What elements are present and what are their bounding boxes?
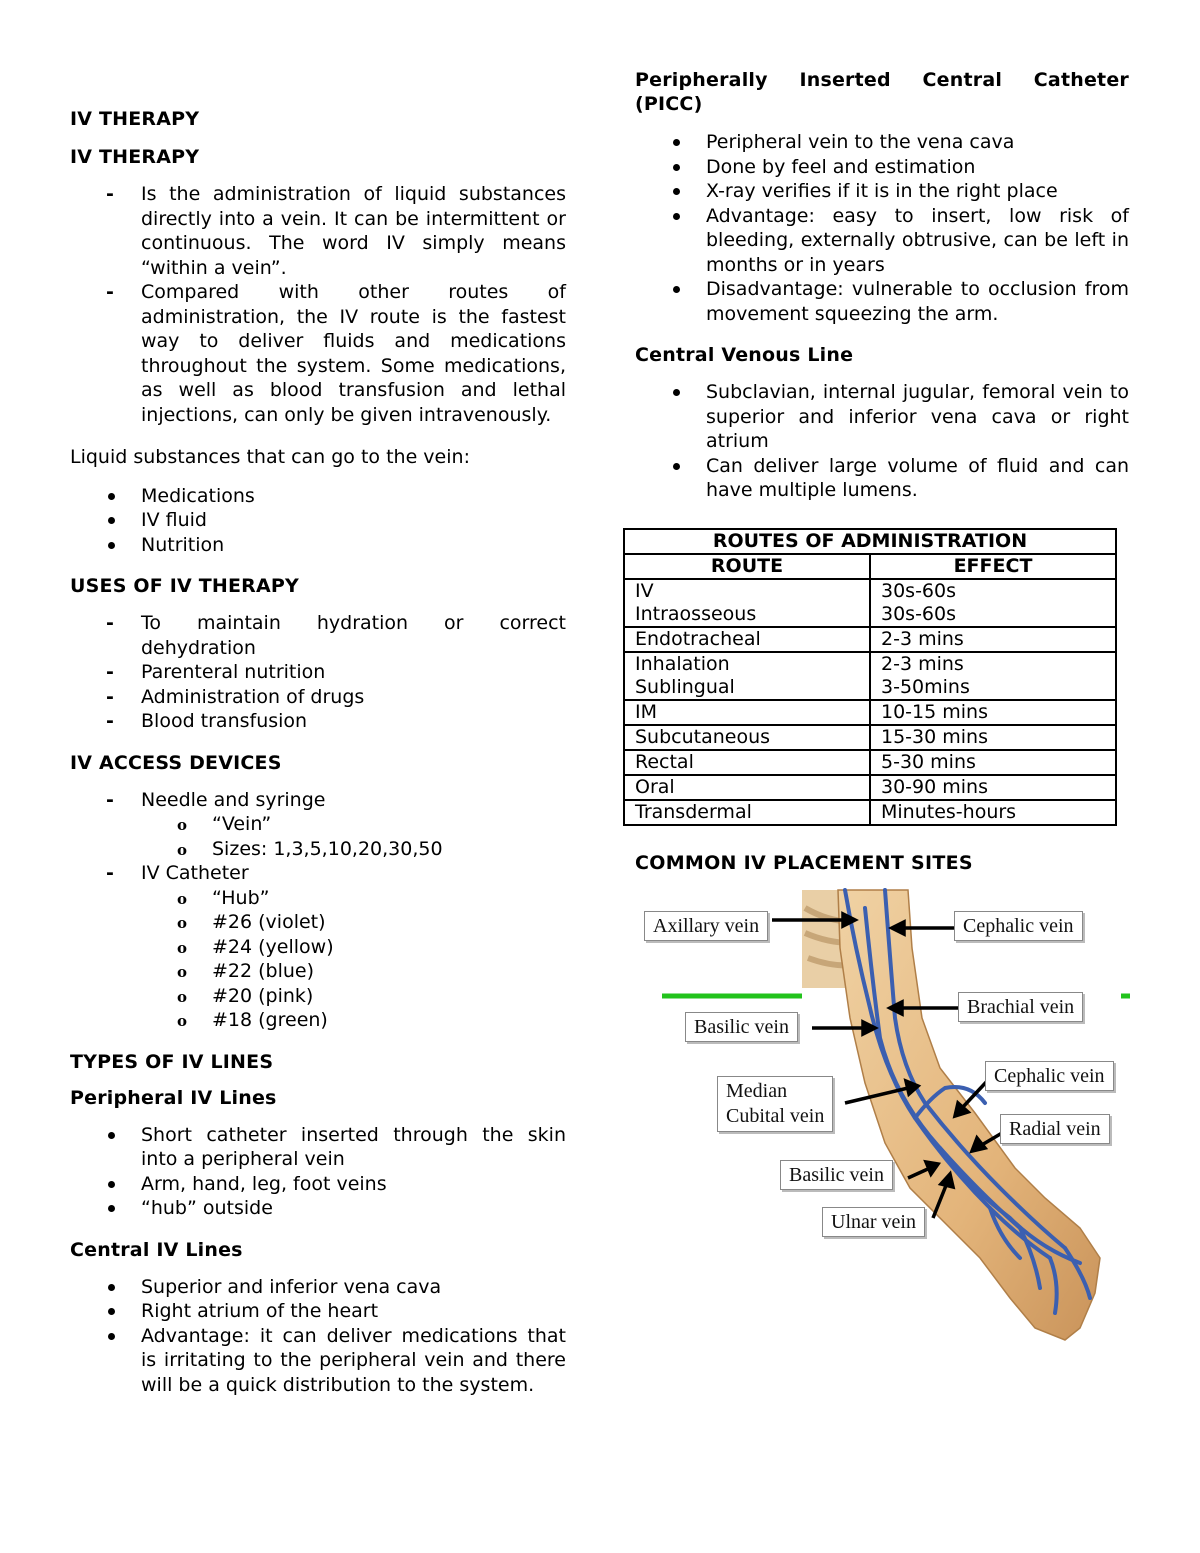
- sub-list-item: o #26 (violet): [70, 910, 566, 935]
- routes-table-body: [624, 579, 1116, 825]
- list-item: Done by feel and estimation: [635, 155, 1129, 180]
- column-header-effect: EFFECT: [870, 554, 1116, 579]
- list-item: Advantage: easy to insert, low risk of bleeding, externally obtrusive, can be left in months or in years: [635, 204, 1129, 278]
- subsection-title-peripheral: Peripheral IV Lines: [70, 1086, 277, 1109]
- route-value: Rectal: [635, 751, 694, 773]
- list-item: Advantage: it can deliver medications that is irritating to the peripheral vein and there will be a quick distribution to the system.: [70, 1324, 566, 1398]
- table-row: [624, 750, 1116, 775]
- effect-value: 5-30 mins: [881, 751, 976, 773]
- route-cell: [624, 627, 870, 652]
- list-item: - To maintain hydration or correct dehydration: [70, 611, 566, 660]
- subsection-title-cvl: Central Venous Line: [635, 344, 854, 366]
- label-line: Median: [726, 1080, 788, 1102]
- list-item: IV fluid: [70, 508, 566, 533]
- devices-list: [70, 788, 566, 1033]
- cvl-list: [635, 380, 1129, 503]
- list-item: Subclavian, internal jugular, femoral vein to superior and inferior vena cava or right atrium: [635, 380, 1129, 454]
- label-basilic-vein-upper: Basilic vein: [685, 1012, 798, 1042]
- route-value: Inhalation: [635, 653, 730, 675]
- list-item: - Needle and syringe: [70, 788, 566, 813]
- route-value: Endotracheal: [635, 628, 761, 650]
- effect-cell: [870, 652, 1116, 700]
- label-basilic-vein-lower: Basilic vein: [780, 1160, 893, 1190]
- effect-value: 30s-60s: [881, 603, 957, 625]
- subsection-title-central: Central IV Lines: [70, 1238, 243, 1261]
- definition-list: [70, 182, 566, 427]
- list-item: Medications: [70, 484, 566, 509]
- list-item: Nutrition: [70, 533, 566, 558]
- effect-value: 3-50mins: [881, 676, 970, 698]
- effect-cell: [870, 579, 1116, 627]
- route-cell: [624, 750, 870, 775]
- table-row: [624, 800, 1116, 825]
- column-header-route: ROUTE: [624, 554, 870, 579]
- label-ulnar-vein: Ulnar vein: [822, 1207, 925, 1237]
- figure-title: COMMON IV PLACEMENT SITES: [635, 852, 973, 874]
- list-item: Can deliver large volume of fluid and can have multiple lumens.: [635, 454, 1129, 503]
- label-radial-vein: Radial vein: [1000, 1114, 1110, 1144]
- effect-value: 15-30 mins: [881, 726, 988, 748]
- list-item: Short catheter inserted through the skin into a peripheral vein: [70, 1123, 566, 1172]
- list-item: - Is the administration of liquid substances directly into a vein. It can be intermittent or continuous. The word IV simply means “within a vein”.: [70, 182, 566, 280]
- picc-list: [635, 130, 1129, 326]
- list-item: - Blood transfusion: [70, 709, 566, 734]
- peripheral-list: [70, 1123, 566, 1221]
- route-cell: [624, 775, 870, 800]
- section-title-devices: IV ACCESS DEVICES: [70, 751, 282, 774]
- effect-cell: [870, 800, 1116, 825]
- effect-cell: [870, 725, 1116, 750]
- table-row: [624, 579, 1116, 627]
- list-item: Right atrium of the heart: [70, 1299, 566, 1324]
- list-item: - Parenteral nutrition: [70, 660, 566, 685]
- sub-list-item: o #20 (pink): [70, 984, 566, 1009]
- list-item: - Administration of drugs: [70, 685, 566, 710]
- list-item: “hub” outside: [70, 1196, 566, 1221]
- label-median-cubital-vein: [717, 1076, 833, 1132]
- effect-cell: [870, 775, 1116, 800]
- effect-value: 2-3 mins: [881, 653, 964, 675]
- sub-list-item: o Sizes: 1,3,5,10,20,30,50: [70, 837, 566, 862]
- uses-list: [70, 611, 566, 734]
- effect-value: 2-3 mins: [881, 628, 964, 650]
- arm-vein-illustration: [640, 888, 1130, 1358]
- routes-table: [623, 528, 1117, 826]
- section-title-types: TYPES OF IV LINES: [70, 1050, 274, 1073]
- effect-cell: [870, 700, 1116, 725]
- route-value: IM: [635, 701, 657, 723]
- liquids-list: [70, 484, 566, 558]
- list-item: Peripheral vein to the vena cava: [635, 130, 1129, 155]
- sub-list-item: o #22 (blue): [70, 959, 566, 984]
- route-value: Intraosseous: [635, 603, 757, 625]
- label-axillary-vein: Axillary vein: [644, 911, 768, 941]
- label-cephalic-vein-lower: Cephalic vein: [985, 1061, 1114, 1091]
- liquids-intro: Liquid substances that can go to the vein:: [70, 446, 470, 468]
- document-title: IV THERAPY: [70, 108, 200, 130]
- section-title-uses: USES OF IV THERAPY: [70, 575, 299, 597]
- route-value: Sublingual: [635, 676, 735, 698]
- section-title-iv-therapy: IV THERAPY: [70, 146, 200, 168]
- route-value: Subcutaneous: [635, 726, 771, 748]
- route-cell: [624, 700, 870, 725]
- list-item: Disadvantage: vulnerable to occlusion from movement squeezing the arm.: [635, 277, 1129, 326]
- label-line: Cubital vein: [726, 1105, 825, 1127]
- list-item: X-ray verifies if it is in the right place: [635, 179, 1129, 204]
- effect-value: 30s-60s: [881, 580, 957, 602]
- table-row: [624, 627, 1116, 652]
- list-item: Superior and inferior vena cava: [70, 1275, 566, 1300]
- effect-value: 30-90 mins: [881, 776, 988, 798]
- sub-list-item: o “Hub”: [70, 886, 566, 911]
- route-value: Oral: [635, 776, 675, 798]
- subsection-title-picc: Peripherally Inserted Central Catheter (PICC): [635, 69, 1129, 115]
- route-cell: [624, 725, 870, 750]
- route-cell: [624, 579, 870, 627]
- list-item: - IV Catheter: [70, 861, 566, 886]
- table-row: [624, 775, 1116, 800]
- effect-value: 10-15 mins: [881, 701, 988, 723]
- right-column: [635, 68, 1129, 503]
- sub-list-item: o #18 (green): [70, 1008, 566, 1033]
- table-row: [624, 652, 1116, 700]
- label-brachial-vein: Brachial vein: [958, 992, 1083, 1022]
- list-item: - Compared with other routes of administration, the IV route is the fastest way to deliver fluids and medications throughout the system. Some medications, as well as blood transfusion and lethal injections, can only be given intravenously.: [70, 280, 566, 427]
- table-row: [624, 700, 1116, 725]
- route-value: IV: [635, 580, 654, 602]
- effect-value: Minutes-hours: [881, 801, 1017, 823]
- sub-list-item: o #24 (yellow): [70, 935, 566, 960]
- label-cephalic-vein-upper: Cephalic vein: [954, 911, 1083, 941]
- effect-cell: [870, 627, 1116, 652]
- left-column: [70, 108, 566, 1397]
- table-title: ROUTES OF ADMINISTRATION: [624, 529, 1116, 554]
- table-row: [624, 725, 1116, 750]
- route-value: Transdermal: [635, 801, 752, 823]
- list-item: Arm, hand, leg, foot veins: [70, 1172, 566, 1197]
- central-list: [70, 1275, 566, 1398]
- effect-cell: [870, 750, 1116, 775]
- sub-list-item: o “Vein”: [70, 812, 566, 837]
- route-cell: [624, 800, 870, 825]
- route-cell: [624, 652, 870, 700]
